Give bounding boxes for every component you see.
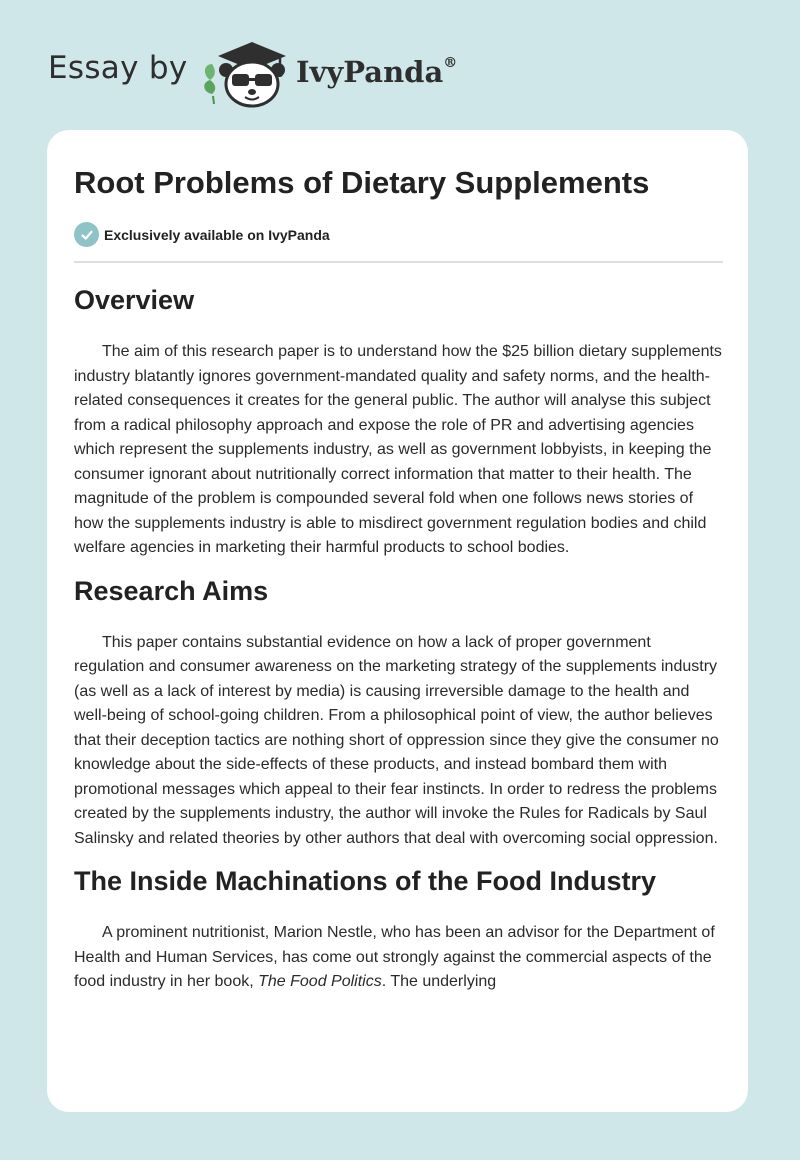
check-circle-icon <box>74 222 99 247</box>
section-heading: The Inside Machinations of the Food Industry <box>74 866 657 896</box>
site-header <box>0 0 800 130</box>
section-food-industry <box>74 863 723 995</box>
section-paragraph: A prominent nutritionist, Marion Nestle, who has been an advisor for the Department of Health and Human Services, has come out strongly against the commercial aspects of the food industry in her book, The Food Politics. The underlying <box>74 924 715 990</box>
section-research-aims <box>74 573 723 852</box>
essay-body <box>74 282 723 1007</box>
section-heading: Research Aims <box>74 575 269 606</box>
section-overview <box>74 282 723 561</box>
brand-name: IvyPanda® <box>296 55 458 89</box>
section-paragraph: The aim of this research paper is to understand how the $25 billion dietary supplements industry blatantly ignores government-mandated quality and safety norms, and the health-related consequences it creates for the general public. The author will analyse this subject from a radical philosophy approach and expose the role of PR and advertising agencies which represent the supplements industry, as well as government lobbyists, in keeping the consumer ignorant about nutritionally correct information that matter to their health. The magnitude of the problem is compounded several fold when one follows news stories of how the supplements industry is able to misdirect government regulation bodies and child welfare agencies in marketing their harmful products to school bodies. <box>74 343 722 556</box>
registered-mark: ® <box>443 55 458 72</box>
book-title: The Food Politics <box>258 973 382 990</box>
brand-prefix: Essay by <box>48 50 188 86</box>
divider <box>74 261 723 263</box>
exclusive-badge <box>74 222 330 247</box>
section-paragraph: This paper contains substantial evidence on how a lack of proper government regulation and consumer awareness on the marketing strategy of the supplements industry (as well as a lack of interest by media) is causing irreversible damage to the health and well-being of school-going children. From a philosophical point of view, the author believes that their deception tactics are nothing short of oppression since they give the consumer no knowledge about the side-effects of these products, and instead bombard them with promotional messages which appeal to their fear instincts. In order to redress the problems created by the supplements industry, the author will invoke the Rules for Radicals by Saul Salinsky and related theories by other authors that deal with overcoming social oppression. <box>74 633 719 847</box>
section-heading: Overview <box>74 285 195 315</box>
essay-card <box>47 130 748 1112</box>
page-title: Root Problems of Dietary Supplements <box>74 165 650 200</box>
badge-text: Exclusively available on IvyPanda <box>104 226 330 243</box>
panda-graduate-icon[interactable] <box>200 34 292 110</box>
